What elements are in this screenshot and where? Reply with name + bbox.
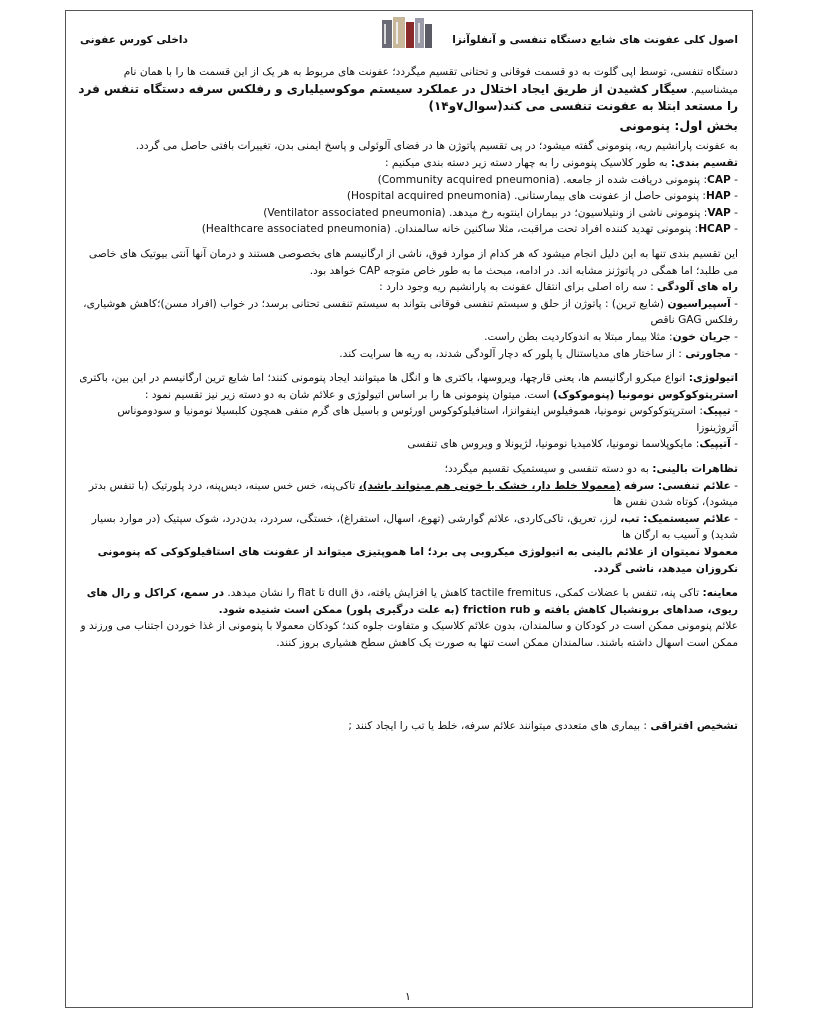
routes-label: راه های آلودگی — [657, 281, 738, 294]
atypical-text: : مایکوپلاسما نومونیا، کلامیدیا نومونیا، لژیونلا و ویروس های تنفسی — [407, 438, 700, 451]
route-label: مجاورتی — [685, 347, 731, 360]
route-label: آسپیراسیون — [667, 297, 731, 310]
resp-label: علائم تنفسی: سرفه — [623, 479, 731, 492]
etiology-label: اتیولوژی: — [688, 372, 738, 385]
etiology-organism: استرپتوکوکوس نومونیا (پنوموکوک) — [552, 388, 738, 401]
systemic-signs: - علائم سیستمیک: تب، لرز، تعریق، تاکی‌کاردی، علائم گوارشی (تهوع، اسهال، استفراغ)، خستگی، سردرد، بدن‌درد، شوک سپتیک (در موارد بسیار شدید) و آسیب به ارگان ها — [91, 512, 738, 542]
pneumonia-definition: به عفونت پارانشیم ریه، پنومونی گفته میشود؛ در پی تقسیم پاتوژن ها در فضای آلوئولی و پاسخ ایمنی بدن، تغییرات بافتی حاصل می گردد. — [135, 140, 738, 153]
typical-text: : استرپتوکوکوس نومونیا، هموفیلوس اینفوانزا، استافیلوکوکوس اورئوس و باسیل های گرم منفی همچون کلبسیلا نومونیا و سودوموناس آئروژینوزا — [117, 405, 738, 434]
route-text: (شایع ترین) : پاتوژن از حلق و سیستم تنفسی فوقانی بتواند به سیستم تنفسی تحتانی برسد؛ در خواب (افراد مسن)؛کاهش هوشیاری، رفلکس GAG ناقص — [83, 297, 738, 327]
type-hap: - HAP: پنومونی حاصل از عفونت های بیمارستانی. (Hospital acquired pneumonia) — [346, 190, 738, 203]
route-text: : مثلا بیمار مبتلا به اندوکاردیت بطن راست. — [484, 330, 673, 343]
type-abbr: VAP — [707, 206, 731, 219]
exam-note: علائم پنومونی ممکن است در کودکان و سالمندان، بدون علائم کلاسیک و متفاوت جلوه کند؛ کودکان معمولا با پنومونی از غذا خوردن اجتناب می ورزند و ممکن است اسهال داشته باشند. سالمندان ممکن است تنها به صورت یک کاهش سطح هشیاری بروز کنند. — [80, 620, 738, 649]
route-label: جریان خون — [672, 330, 731, 343]
type-desc: : پنومونی دریافت شده از جامعه. — [562, 173, 708, 186]
route-blood: - جریان خون: مثلا بیمار مبتلا به اندوکاردیت بطن راست. — [484, 330, 738, 343]
resp-bold: (معمولا خلط دار، خشک یا خونی هم میتواند باشد)، — [358, 479, 621, 492]
clinical-label: تظاهرات بالینی: — [652, 463, 738, 476]
type-cap: - CAP: پنومونی دریافت شده از جامعه. (Community acquired pneumonia) — [377, 173, 738, 186]
route-text: : از ساختار های مدیاستنال یا پلور که دچار آلودگی شدند، به ریه ها سرایت کند. — [339, 347, 686, 360]
exam-bold: در سمع، کراکل و رال های ریوی، صداهای برونشیال کاهش یافته و friction rub (به علت درگیری پلور) ممکن است شنیده شود. — [86, 587, 738, 616]
type-english: (Ventilator associated pneumonia) — [263, 206, 446, 219]
type-abbr: HCAP — [698, 223, 731, 236]
routes-text: : سه راه اصلی برای انتقال عفونت به پارانشیم ریه وجود دارد : — [379, 281, 654, 294]
route-aspiration: - آسپیراسیون (شایع ترین) : پاتوژن از حلق و سیستم تنفسی فوقانی بتواند به سیستم تنفسی تحتانی برسد؛ در خواب (افراد مسن)؛کاهش هوشیاری، رفلکس GAG ناقص — [83, 297, 738, 327]
classification-note: این تقسیم بندی تنها به این دلیل انجام میشود که هر کدام از موارد فوق، ناشی از ارگانیسم های بخصوصی هستند و درمان آنها آنتی بیوتیک های خاصی می طلبد؛ اما همگی در پاتوژنز مشابه اند. در ادامه، مبحث ما به طور خاص متوجه CAP خواهد بود. — [88, 247, 738, 277]
ddx-label: تشخیص افتراقی — [650, 719, 738, 732]
type-desc: : پنومونی تهدید کننده افراد تحت مراقبت، مثلا ساکنین خانه سالمندان. — [394, 223, 699, 236]
clinical-line — [78, 461, 738, 478]
classification-text: به طور کلاسیک پنومونی را به چهار دسته زیر دسته بندی میکنیم : — [384, 156, 668, 169]
course-name: داخلی کورس عفونی — [80, 34, 188, 46]
intro-text: دستگاه تنفسی، توسط اپی گلوت به دو قسمت فوقانی و تحتانی تقسیم میگردد؛ عفونت های مربوط به هر یک از این قسمت ها را با همان نام میشناسیم. — [123, 66, 738, 96]
classification-label: تقسیم بندی: — [670, 156, 738, 169]
university-logo — [380, 14, 434, 50]
clinical-text: به دو دسته تنفسی و سیستمیک تقسیم میگردد؛ — [444, 463, 649, 476]
document-title: اصول کلی عفونت های شایع دستگاه تنفسی و آنفلوآنزا — [452, 34, 738, 46]
document-body — [78, 64, 738, 734]
respiratory-signs: - علائم تنفسی: سرفه (معمولا خلط دار، خشک یا خونی هم میتواند باشد)، تاکی‌پنه، خس خس سینه، دیس‌پنه، درد پلورتیک (با تنفس بدتر میشود)، کوتاه شدن نفس ها — [88, 479, 738, 509]
intro-paragraph — [78, 64, 738, 116]
etiology-tail: است. میتوان پنومونی ها را بر اساس اتیولوژی و علائم شان به دو دسته زیر نیز تقسیم نمود : — [144, 388, 550, 401]
exam-label: معاینه: — [702, 587, 738, 600]
type-english: (Hospital acquired pneumonia) — [346, 190, 511, 203]
type-hcap: - HCAP: پنومونی تهدید کننده افراد تحت مراقبت، مثلا ساکنین خانه سالمندان. (Healthcare associated pneumonia) — [201, 223, 738, 236]
ddx-text: : بیماری های متعددی میتوانند علائم سرفه، خلط یا تب را ایجاد کنند ; — [348, 719, 647, 732]
sys-text: لرز، تعریق، تاکی‌کاردی، علائم گوارشی (تهوع، اسهال، استفراغ)، خستگی، سردرد، بدن‌درد، شوک سپتیک (در موارد بسیار شدید) و آسیب به ارگان ها — [91, 512, 738, 542]
exam-paragraph — [78, 585, 738, 618]
classification-line — [78, 155, 738, 172]
sys-label: علائم سیستمیک: تب، — [620, 512, 731, 525]
etiology-paragraph — [78, 370, 738, 403]
exam-text: تاکی پنه، تنفس با عضلات کمکی، tactile fremitus کاهش یا افزایش یافته، دق dull تا flat را نشان میدهد. — [227, 587, 700, 600]
type-vap: - VAP: پنومونی ناشی از ونتیلاسیون؛ در بیماران اینتوبه رخ میدهد. (Ventilator associated pneumonia) — [263, 206, 738, 219]
resp-text: تاکی‌پنه، خس خس سینه، دیس‌پنه، درد پلورتیک (با تنفس بدتر میشود)، کوتاه شدن نفس ها — [88, 479, 738, 509]
ddx-line — [78, 718, 738, 735]
type-desc: : پنومونی حاصل از عفونت های بیمارستانی. — [514, 190, 706, 203]
atypical-item: - آتیپیک: مایکوپلاسما نومونیا، کلامیدیا نومونیا، لژیونلا و ویروس های تنفسی — [407, 438, 738, 451]
routes-line — [78, 279, 738, 296]
smoking-note: سیگار کشیدن از طریق ایجاد اختلال در عملکرد سیستم موکوسیلیاری و رفلکس سرفه دستگاه تنفس فرد را مستعد ابتلا به عفونت تنفسی می کند(سوال۷و۱۴) — [78, 81, 738, 114]
type-english: (Community acquired pneumonia) — [377, 173, 560, 186]
etiology-text: انواع میکرو ارگانیسم ها، یعنی قارچها، ویروسها، باکتری ها و انگل ها میتوانند ایجاد پنومونی کنند؛ اما شایع ترین ارگانیسم در این بین، باکتری — [79, 372, 686, 385]
page-number: ۱ — [405, 990, 411, 1003]
clinical-note: معمولا نمیتوان از علائم بالینی به اتیولوژی میکروبی پی برد؛ اما هموپتیزی میتواند از عفونت های استافیلوکوکی که پنومونی نکروزان میدهد، ناشی گردد. — [97, 546, 738, 575]
typical-label: تیپیک — [702, 405, 731, 418]
section-heading: بخش اول: پنومونی — [619, 117, 738, 133]
type-abbr: HAP — [705, 190, 731, 203]
atypical-label: آتیپیک — [699, 438, 731, 451]
typical-item: - تیپیک: استرپتوکوکوس نومونیا، هموفیلوس اینفوانزا، استافیلوکوکوس اورئوس و باسیل های گرم منفی همچون کلبسیلا نومونیا و سودوموناس آئروژینوزا — [117, 405, 738, 434]
type-english: (Healthcare associated pneumonia) — [201, 223, 391, 236]
type-abbr: CAP — [707, 173, 731, 186]
route-contiguous: - مجاورتی : از ساختار های مدیاستنال یا پلور که دچار آلودگی شدند، به ریه ها سرایت کند. — [339, 347, 738, 360]
type-desc: : پنومونی ناشی از ونتیلاسیون؛ در بیماران اینتوبه رخ میدهد. — [449, 206, 708, 219]
